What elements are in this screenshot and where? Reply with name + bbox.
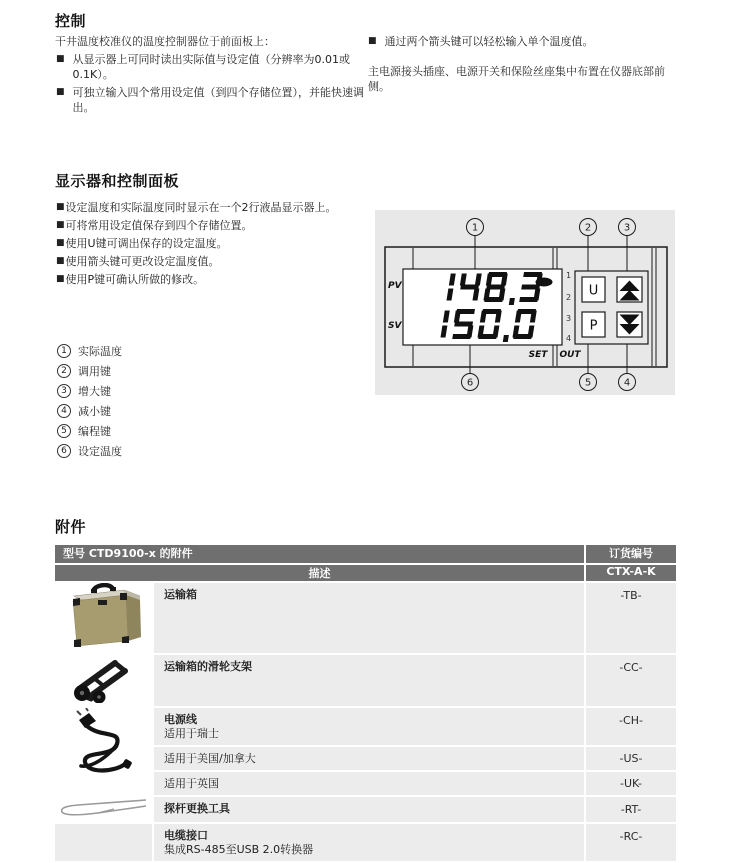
svg-text:1: 1 — [565, 271, 572, 280]
list-item — [56, 200, 374, 215]
header-code-cell: CTX-A-K — [585, 564, 677, 582]
list-item — [56, 85, 364, 115]
bullet-text: 可独立输入四个常用设定值（到四个存储位置），并能快速调出。 — [72, 86, 365, 114]
list-item — [56, 254, 374, 269]
header-order-cell: 订货编号 — [585, 544, 677, 564]
legend-item — [57, 341, 122, 361]
legend-label: 实际温度 — [78, 345, 122, 358]
callout-4: 4 — [623, 377, 631, 389]
transport-case-icon — [60, 583, 148, 649]
row-order-code: -UK- — [585, 771, 677, 796]
empty-image-cell — [54, 823, 153, 862]
callout-5: 5 — [584, 377, 592, 389]
row-description: 电缆接口 集成RS-485至USB 2.0转换器 — [153, 823, 585, 862]
bullet-text: 使用P键可确认所做的修改。 — [65, 273, 205, 286]
control-bullet-list-right — [368, 34, 673, 52]
svg-text:4: 4 — [565, 334, 572, 343]
row-description: 运输箱的滑轮支架 — [153, 654, 585, 707]
legend-item — [57, 361, 122, 381]
controller-panel-svg — [375, 210, 675, 395]
bullet-square-icon: ■ — [368, 36, 377, 46]
legend-circle-number: 6 — [57, 444, 71, 458]
row-order-code: -CH- — [585, 707, 677, 746]
row-description: 探杆更换工具 — [153, 796, 585, 823]
row-description: 运输箱 — [153, 582, 585, 654]
list-item — [56, 272, 374, 287]
row-order-code: -RC- — [585, 823, 677, 862]
row-description: 适用于英国 — [153, 771, 585, 796]
legend-label: 设定温度 — [78, 445, 122, 458]
legend-circle-number: 4 — [57, 404, 71, 418]
bullet-text: 设定温度和实际温度同时显示在一个2行液晶显示器上。 — [65, 201, 337, 214]
trolley-image — [54, 654, 153, 707]
legend-label: 增大键 — [78, 385, 111, 398]
panel-legend — [57, 341, 122, 461]
bullet-square-icon: ■ — [56, 238, 65, 248]
power-cord-image — [54, 707, 153, 796]
probe-tool-icon — [58, 797, 150, 819]
control-section-title: 控制 — [55, 12, 87, 30]
bullet-square-icon: ■ — [56, 54, 65, 64]
callout-3: 3 — [623, 222, 631, 234]
legend-label: 编程键 — [78, 425, 111, 438]
bullet-text: 使用U键可调出保存的设定温度。 — [65, 237, 228, 250]
bullet-text: 可将常用设定值保存到四个存储位置。 — [65, 219, 253, 232]
power-cord-icon — [71, 708, 137, 778]
u-button-label: U — [588, 283, 599, 299]
row-description: 电源线 适用于瑞士 — [153, 707, 585, 746]
out-label: OUT — [559, 350, 581, 360]
control-bullet-list-left — [56, 52, 364, 118]
svg-text:3: 3 — [565, 314, 572, 323]
legend-circle-number: 1 — [57, 344, 71, 358]
bullet-text: 从显示器上可同时读出实际值与设定值（分辨率为0.01或0.1K）。 — [72, 53, 351, 81]
table-header-row — [54, 564, 677, 582]
legend-circle-number: 2 — [57, 364, 71, 378]
table-header-row — [54, 544, 677, 564]
legend-item — [57, 421, 122, 441]
legend-item — [57, 441, 122, 461]
legend-circle-number: 5 — [57, 424, 71, 438]
legend-label: 调用键 — [78, 365, 111, 378]
list-item — [56, 52, 364, 82]
callout-2: 2 — [584, 222, 592, 234]
control-intro: 干井温度校准仪的温度控制器位于前面板上： — [55, 35, 275, 48]
row-order-code: -RT- — [585, 796, 677, 823]
trolley-icon — [69, 655, 139, 703]
table-row — [54, 582, 677, 654]
display-section-title: 显示器和控制面板 — [55, 172, 180, 190]
set-label: SET — [528, 350, 548, 360]
p-button-label: P — [589, 318, 598, 334]
row-order-code: -US- — [585, 746, 677, 771]
controller-panel-diagram — [375, 210, 675, 395]
row-description: 适用于美国/加拿大 — [153, 746, 585, 771]
bullet-square-icon: ■ — [56, 256, 65, 266]
legend-item — [57, 401, 122, 421]
bullet-square-icon: ■ — [56, 87, 65, 97]
list-item — [56, 236, 374, 251]
sv-label: SV — [388, 321, 402, 331]
header-desc-cell: 描述 — [54, 564, 585, 582]
bullet-square-icon: ■ — [56, 220, 65, 230]
control-note-right: 主电源接头插座、电源开关和保险丝座集中布置在仪器底部前侧。 — [368, 65, 665, 93]
legend-item — [57, 381, 122, 401]
bullet-text: 使用箭头键可更改设定温度值。 — [65, 255, 220, 268]
table-row — [54, 823, 677, 862]
bullet-square-icon: ■ — [56, 202, 65, 212]
pv-label: PV — [388, 281, 402, 291]
accessories-section-title: 附件 — [55, 518, 87, 536]
display-bullet-list — [56, 200, 374, 290]
svg-text:2: 2 — [565, 293, 572, 302]
transport-case-image — [54, 582, 153, 654]
callout-6: 6 — [466, 377, 474, 389]
table-row — [54, 707, 677, 746]
legend-circle-number: 3 — [57, 384, 71, 398]
bullet-square-icon: ■ — [56, 274, 65, 284]
row-order-code: -TB- — [585, 582, 677, 654]
header-model-cell: 型号 CTD9100-x 的附件 — [54, 544, 585, 564]
bullet-text: 通过两个箭头键可以轻松输入单个温度值。 — [384, 35, 594, 48]
accessories-table — [53, 543, 678, 863]
legend-label: 减小键 — [78, 405, 111, 418]
row-order-code: -CC- — [585, 654, 677, 707]
probe-tool-image — [54, 796, 153, 823]
list-item — [368, 34, 673, 49]
table-row — [54, 654, 677, 707]
table-row — [54, 796, 677, 823]
callout-1: 1 — [471, 222, 479, 234]
list-item — [56, 218, 374, 233]
